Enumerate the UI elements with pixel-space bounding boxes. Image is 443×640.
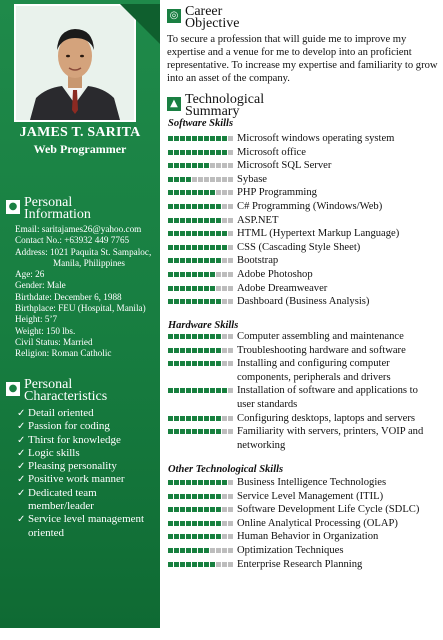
- list-item: ✓ Detail oriented: [17, 407, 157, 420]
- skill-name: Human Behavior in Organization: [237, 531, 379, 543]
- list-item: ✓ Pleasing personality: [17, 460, 157, 473]
- skill-level-bar: [168, 480, 234, 485]
- skill-level-bar: [168, 163, 234, 168]
- person-photo-icon: [16, 6, 134, 120]
- list-item: ✓ Dedicated team member/leader: [17, 487, 157, 514]
- list-item: ✓ Logic skills: [17, 447, 157, 460]
- skill-name: Dashboard (Business Analysis): [237, 296, 370, 308]
- info-birthplace: Birthplace: FEU (Hospital, Manila): [15, 303, 146, 314]
- skill-name: Adobe Dreamweaver: [237, 282, 328, 294]
- info-contact: Contact No.: +63932 449 7765: [15, 235, 130, 246]
- skill-name: ASP.NET: [237, 214, 279, 226]
- skill-name: Installation of software and applications to user standards: [237, 385, 418, 410]
- skill-level-bar: [168, 245, 234, 250]
- tech-heading: [167, 94, 264, 118]
- info-religion: Religion: Roman Catholic: [15, 348, 112, 359]
- info-email: Email: saritajames26@yahoo.com: [15, 224, 142, 234]
- skill-name: Familiarity with servers, printers, VOIP and networking: [237, 426, 424, 451]
- hardware-skill-list: [168, 330, 438, 452]
- objective-title-1: Career: [185, 4, 223, 19]
- skill-row: [168, 146, 438, 160]
- skill-name: Optimization Techniques: [237, 544, 344, 556]
- other-skill-list: [168, 476, 438, 571]
- skill-row: [168, 132, 438, 146]
- skill-level-bar: [168, 507, 234, 512]
- skill-row: [168, 412, 438, 426]
- skill-name: Microsoft office: [237, 146, 306, 158]
- skill-row: [168, 544, 438, 558]
- objective-title-2: Objective: [185, 16, 240, 31]
- skill-row: [168, 186, 438, 200]
- skill-row: [168, 254, 438, 268]
- info-age: Age: 26: [15, 269, 45, 280]
- skill-name: CSS (Cascading Style Sheet): [237, 241, 361, 253]
- skill-name: PHP Programming: [237, 187, 317, 199]
- skill-level-bar: [168, 136, 234, 141]
- sidebar: [0, 0, 160, 628]
- skill-level-bar: [168, 177, 234, 182]
- personal-info-title-1: Personal: [24, 195, 73, 210]
- software-skill-list: [168, 132, 438, 309]
- skill-level-bar: [168, 534, 234, 539]
- tech-title-1: Technological: [185, 92, 265, 107]
- objective-heading: [167, 6, 239, 30]
- skill-level-bar: [168, 388, 234, 393]
- software-heading: Software Skills: [168, 118, 234, 129]
- skill-name: Configuring desktops, laptops and servers: [237, 412, 416, 424]
- skill-row: [168, 200, 438, 214]
- profile-photo: [14, 4, 136, 122]
- skill-level-bar: [168, 494, 234, 499]
- skill-row: [168, 517, 438, 531]
- skill-row: [168, 173, 438, 187]
- skill-row: [168, 490, 438, 504]
- target-icon: ◎: [167, 9, 181, 23]
- summary-icon: ▲: [167, 97, 181, 111]
- skill-name: HTML (Hypertext Markup Language): [237, 228, 400, 240]
- skill-row: [168, 330, 438, 344]
- skill-name: Microsoft SQL Server: [237, 160, 332, 172]
- skill-level-bar: [168, 218, 234, 223]
- skill-row: [168, 227, 438, 241]
- skill-level-bar: [168, 190, 234, 195]
- skill-level-bar: [168, 348, 234, 353]
- skill-row: [168, 282, 438, 296]
- characteristics-title-1: Personal: [24, 377, 73, 392]
- skill-row: [168, 476, 438, 490]
- skill-level-bar: [168, 231, 234, 236]
- skill-level-bar: [168, 258, 234, 263]
- skill-row: [168, 241, 438, 255]
- person-icon: ●: [6, 200, 20, 214]
- skill-name: Business Intelligence Technologies: [237, 477, 387, 488]
- candidate-name: JAMES T. SARITA: [19, 125, 141, 140]
- info-birthdate: Birthdate: December 6, 1988: [15, 291, 122, 302]
- characteristics-title-2: Characteristics: [24, 389, 108, 404]
- personal-info-heading: [6, 197, 91, 221]
- info-height: Height: 5’7: [15, 314, 58, 325]
- list-item: ✓ Positive work manner: [17, 473, 157, 486]
- skill-level-bar: [168, 548, 234, 553]
- skill-row: [168, 384, 438, 411]
- skill-level-bar: [168, 521, 234, 526]
- info-address-2: Manila, Philippines: [53, 257, 125, 268]
- objective-text: To secure a profession that will guide me to improve my expertise and a venue for me to develop into an proficient representative. To increase my expertise and familiarity to grow into an asset of the company.: [167, 34, 438, 84]
- skill-row: [168, 214, 438, 228]
- skill-name: Online Analytical Processing (OLAP): [237, 517, 398, 529]
- skill-row: [168, 558, 438, 572]
- skill-name: Microsoft windows operating system: [237, 133, 395, 144]
- skill-row: [168, 268, 438, 282]
- characteristics-list: [17, 407, 157, 540]
- skill-name: Bootstrap: [237, 255, 279, 267]
- info-gender: Gender: Male: [15, 280, 66, 291]
- personal-info-title-2: Information: [24, 207, 91, 222]
- skill-name: Software Development Life Cycle (SDLC): [237, 504, 420, 516]
- candidate-role: Web Programmer: [33, 142, 127, 156]
- skill-level-bar: [168, 286, 234, 291]
- skill-name: Sybase: [237, 173, 268, 185]
- skill-name: Enterprise Research Planning: [237, 558, 363, 570]
- skill-row: [168, 425, 438, 452]
- skill-row: [168, 357, 438, 384]
- skill-row: [168, 530, 438, 544]
- skill-level-bar: [168, 299, 234, 304]
- skill-level-bar: [168, 562, 234, 567]
- personal-info-list: [15, 224, 151, 360]
- skill-name: C# Programming (Windows/Web): [237, 200, 383, 212]
- characteristics-heading: [6, 379, 107, 403]
- skill-row: [168, 159, 438, 173]
- person-icon: ●: [6, 382, 20, 396]
- list-item: ✓ Passion for coding: [17, 420, 157, 433]
- tech-title-2: Summary: [185, 104, 240, 119]
- skill-level-bar: [168, 361, 234, 366]
- skill-level-bar: [168, 416, 234, 421]
- skill-level-bar: [168, 272, 234, 277]
- skill-level-bar: [168, 429, 234, 434]
- skill-row: [168, 295, 438, 309]
- skill-name: Computer assembling and maintenance: [237, 331, 404, 342]
- skill-row: [168, 503, 438, 517]
- skill-level-bar: [168, 334, 234, 339]
- skill-level-bar: [168, 150, 234, 155]
- info-address: Address: 1021 Paquita St. Sampaloc,: [15, 246, 152, 257]
- skill-name: Installing and configuring computer components, peripherals and drivers: [237, 358, 391, 383]
- list-item: ✓ Service level management oriented: [17, 513, 157, 540]
- info-weight: Weight: 150 lbs.: [15, 325, 76, 336]
- hardware-heading: Hardware Skills: [168, 320, 239, 331]
- corner-fold: [120, 4, 160, 44]
- skill-name: Troubleshooting hardware and software: [237, 344, 406, 356]
- skill-level-bar: [168, 204, 234, 209]
- skill-name: Service Level Management (ITIL): [237, 490, 384, 502]
- info-civil-status: Civil Status: Married: [15, 336, 93, 347]
- skill-name: Adobe Photoshop: [237, 268, 313, 280]
- other-heading: Other Technological Skills: [168, 464, 284, 475]
- skill-row: [168, 344, 438, 358]
- list-item: ✓ Thirst for knowledge: [17, 434, 157, 447]
